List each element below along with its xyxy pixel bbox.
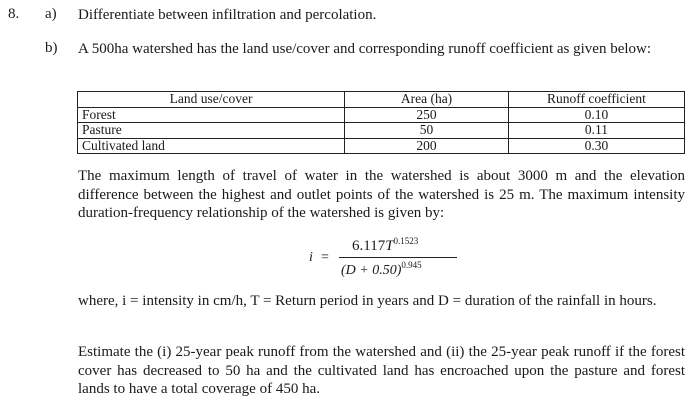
- idf-formula: [305, 236, 505, 286]
- part-b-intro: A 500ha watershed has the land use/cover and corresponding runoff coefficient as given below:: [78, 41, 652, 57]
- variable-definitions: where, i = intensity in cm/h, T = Return period in years and D = duration of the rainfall in hours.: [78, 293, 657, 309]
- header-land-use: Land use/cover: [78, 92, 345, 108]
- part-b-label: b): [45, 40, 58, 56]
- cell-land-use: Pasture: [78, 123, 345, 139]
- part-a-text: Differentiate between infiltration and percolation.: [78, 7, 377, 23]
- denominator-exponent: 0.945: [401, 260, 422, 270]
- cell-land-use: Forest: [78, 107, 345, 123]
- table-header-row: [78, 92, 685, 108]
- fraction-bar: [339, 257, 457, 258]
- part-a-label: a): [45, 6, 57, 22]
- formula-denominator: [341, 260, 422, 279]
- land-use-table: [77, 91, 685, 154]
- formula-numerator: $6.117T^{0.1523}$: [352, 236, 419, 254]
- question-number: 8.: [8, 6, 20, 22]
- numerator-exponent: 0.1523: [393, 236, 419, 246]
- table-row: [78, 138, 685, 154]
- table-row: [78, 123, 685, 139]
- formula-lhs: i: [309, 250, 313, 265]
- watershed-description: The maximum length of travel of water in the watershed is about 3000 m and the elevation difference between the highest and outlet points of the watershed is 25 m. The maximum intensity duration-frequency relationship of the watershed is given by:: [78, 168, 685, 221]
- cell-area: 250: [345, 107, 509, 123]
- denominator-base: (D + 0.50): [341, 263, 402, 278]
- cell-land-use: Cultivated land: [78, 138, 345, 154]
- cell-runoff: 0.11: [508, 123, 684, 139]
- formula-equals: =: [321, 250, 329, 265]
- estimate-task: Estimate the (i) 25-year peak runoff from the watershed and (ii) the 25-year peak runoff if the forest cover has decreased to 50 ha and the cultivated land has encroached upon the pasture and forest lands to have a total coverage of 450 ha.: [78, 344, 685, 397]
- table-row: [78, 107, 685, 123]
- cell-area: 50: [345, 123, 509, 139]
- header-area: Area (ha): [345, 92, 509, 108]
- header-runoff-coefficient: Runoff coefficient: [508, 92, 684, 108]
- cell-area: 200: [345, 138, 509, 154]
- numerator-base: 6.117: [352, 238, 386, 254]
- cell-runoff: 0.30: [508, 138, 684, 154]
- cell-runoff: 0.10: [508, 107, 684, 123]
